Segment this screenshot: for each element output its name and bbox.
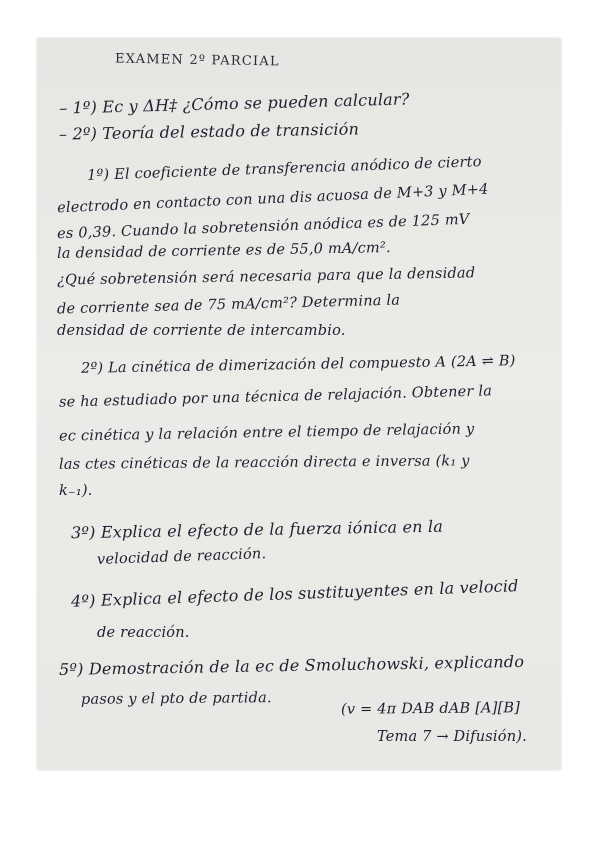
question-3-line-1: 3º) Explica el efecto de la fuerza iónica en la [70,516,444,543]
question-2-line-1: 2º) La cinética de dimerización del compuesto A (2A ⇌ B) [80,353,516,377]
question-2-line-4: las ctes cinéticas de la reacción directa e inversa (k₁ y [58,453,470,473]
question-1-line-6: de corriente sea de 75 mA/cm²? Determina la [56,292,401,318]
question-4-line-1: 4º) Explica el efecto de los sustituyentes en la velocid [70,576,519,611]
exam-sheet [37,38,561,770]
question-2-line-2: se ha estudiado por una técnica de relajación. Obtener la [58,383,493,411]
question-1-line-2: electrodo en contacto con una dis acuosa de M+3 y M+4 [56,181,489,217]
question-5-line-1: 5º) Demostración de la ec de Smoluchowski, explicando [58,651,525,680]
intro-line-2: – 2º) Teoría del estado de transición [58,119,360,144]
question-3-line-2: velocidad de reacción. [96,546,267,568]
question-4-line-2: de reacción. [97,625,190,641]
question-1-line-3: es 0,39. Cuando la sobretensión anódica es de 125 mV [56,211,470,243]
question-2-line-3: ec cinética y la relación entre el tiempo de relajación y [58,421,475,445]
question-2-line-5: k₋₁). [59,483,93,499]
question-5-note: Tema 7 → Difusión). [377,729,527,745]
question-1-line-5: ¿Qué sobretensión será necesaria para que la densidad [56,265,476,289]
question-1-line-7: densidad de corriente de intercambio. [57,323,346,339]
intro-line-1: – 1º) Ec y ΔH‡ ¿Cómo se pueden calcular? [58,89,410,118]
question-1-line-4: la densidad de corriente es de 55,0 mA/cm². [56,240,391,262]
exam-title: EXAMEN 2º PARCIAL [114,51,280,70]
question-5-formula: (v = 4π DAB dAB [A][B] [340,700,521,718]
question-1-line-1: 1º) El coeficiente de transferencia anódico de cierto [86,154,482,184]
question-5-line-2: pasos y el pto de partida. [80,690,272,708]
